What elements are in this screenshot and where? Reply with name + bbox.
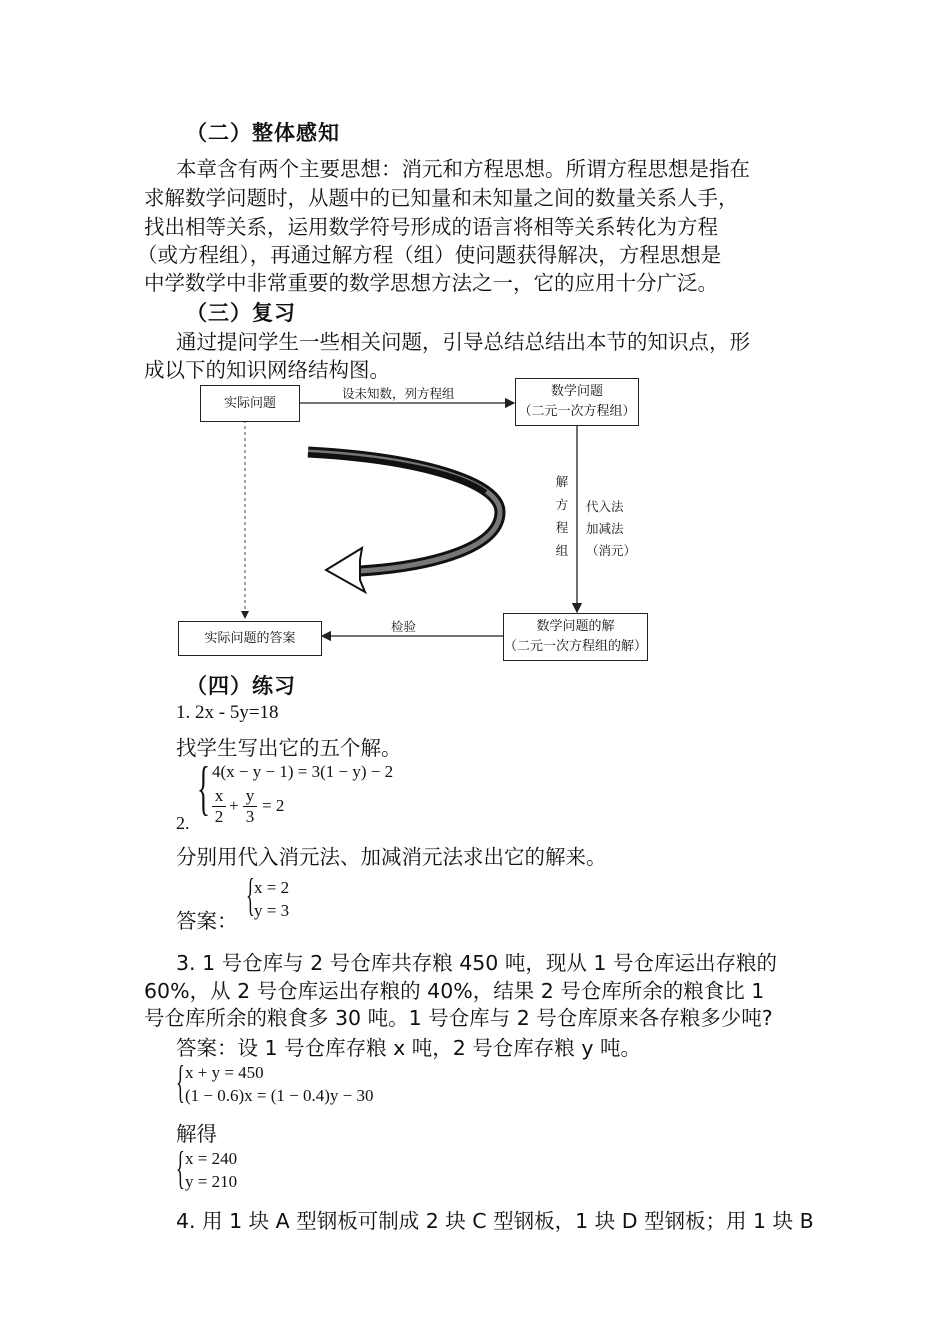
section-heading-overall-perception: （二）整体感知: [186, 121, 340, 145]
box-real-problem: [200, 385, 300, 422]
q2-answer-x: x = 2: [254, 878, 290, 897]
q3-solution-x: x = 240: [185, 1149, 238, 1168]
question-2-number: 2.: [176, 813, 190, 833]
box-real-answer-label: 实际问题的答案: [204, 630, 296, 646]
question-3-line: 60%，从 2 号仓库运出存粮的 40%，结果 2 号仓库所余的粮食比 1: [144, 979, 765, 1003]
label-eliminate-variable: （消元）: [586, 543, 637, 558]
paragraph-line: （或方程组），再通过解方程（组）使问题获得解决，方程思想是: [137, 243, 722, 267]
label-solve-char: 解: [555, 474, 569, 489]
box-math-solution-label: 数学问题的解: [536, 619, 615, 634]
label-solve-char: 程: [555, 520, 569, 535]
q2-equation-1: 4(x − y − 1) = 3(1 − y) − 2: [212, 762, 394, 781]
q2-equation-2-rhs: = 2: [262, 796, 285, 815]
paragraph-line: 成以下的知识网络结构图。: [144, 358, 390, 382]
box-real-answer: [178, 621, 322, 656]
label-set-unknowns: 设未知数，列方程组: [342, 386, 455, 401]
q2-fraction-x-over-2: [212, 786, 226, 827]
fraction-numerator: x: [214, 786, 224, 805]
label-check: 检验: [391, 619, 417, 634]
paragraph-line: 求解数学问题时，从题中的已知量和未知量之间的数量关系人手，: [144, 186, 739, 210]
paragraph-line: 通过提问学生一些相关问题，引导总结总结出本节的知识点，形: [176, 330, 750, 354]
box-math-problem-sub: （二元一次方程组）: [518, 404, 636, 419]
q2-fraction-y-over-3: [243, 786, 257, 827]
paragraph-line: 找出相等关系，运用数学符号形成的语言将相等关系转化为方程: [144, 215, 718, 239]
question-3-line: 3. 1 号仓库与 2 号仓库共存粮 450 吨，现从 1 号仓库运出存粮的: [176, 951, 777, 975]
q2-answer-label: 答案：: [176, 909, 238, 933]
section-heading-practice: （四）练习: [186, 674, 296, 698]
brace-icon: {: [176, 1142, 185, 1193]
label-methods: [586, 496, 636, 562]
box-math-solution-sub: （二元一次方程组的解）: [504, 639, 648, 654]
paragraph-line: 中学数学中非常重要的数学思想方法之一，它的应用十分广泛。: [144, 271, 718, 295]
paragraph-line: 本章含有两个主要思想：消元和方程思想。所谓方程思想是指在: [176, 157, 750, 181]
q3-equation-2: (1 − 0.6)x = (1 − 0.4)y − 30: [185, 1086, 374, 1105]
q2-answer-y: y = 3: [254, 901, 290, 920]
fraction-numerator: y: [245, 786, 255, 805]
q3-solve-label: 解得: [176, 1122, 217, 1146]
box-math-problem: [515, 378, 639, 426]
label-solve-vertical: [554, 470, 570, 562]
fraction-denominator: 3: [243, 806, 257, 827]
question-1-task: 找学生写出它的五个解。: [176, 736, 402, 760]
question-1-equation: 1. 2x - 5y=18: [176, 702, 279, 723]
label-substitution: 代入法: [586, 499, 624, 514]
curved-return-arrow: [308, 452, 500, 592]
q2-plus-sign: +: [229, 796, 239, 815]
label-solve-char: 方: [555, 497, 569, 512]
question-3-line: 号仓库所余的粮食多 30 吨。1 号仓库与 2 号仓库原来各存粮多少吨?: [144, 1006, 773, 1030]
q3-equation-1: x + y = 450: [185, 1063, 264, 1082]
brace-icon: {: [197, 755, 210, 821]
box-real-problem-label: 实际问题: [223, 395, 276, 411]
box-math-solution: [503, 613, 648, 661]
label-solve-char: 组: [555, 543, 569, 558]
label-elimination: 加减法: [586, 521, 624, 536]
brace-icon: {: [246, 869, 255, 920]
q3-solution-y: y = 210: [185, 1172, 238, 1191]
question-4-line: 4. 用 1 块 A 型钢板可制成 2 块 C 型钢板，1 块 D 型钢板；用 1 块 B: [176, 1209, 814, 1233]
question-3-answer: 答案：设 1 号仓库存粮 x 吨，2 号仓库存粮 y 吨。: [176, 1036, 641, 1060]
section-heading-review: （三）复习: [186, 301, 296, 325]
brace-icon: {: [176, 1056, 185, 1107]
box-math-problem-label: 数学问题: [550, 384, 603, 399]
fraction-denominator: 2: [212, 806, 226, 827]
question-2-task: 分别用代入消元法、加减消元法求出它的解来。: [176, 845, 607, 869]
